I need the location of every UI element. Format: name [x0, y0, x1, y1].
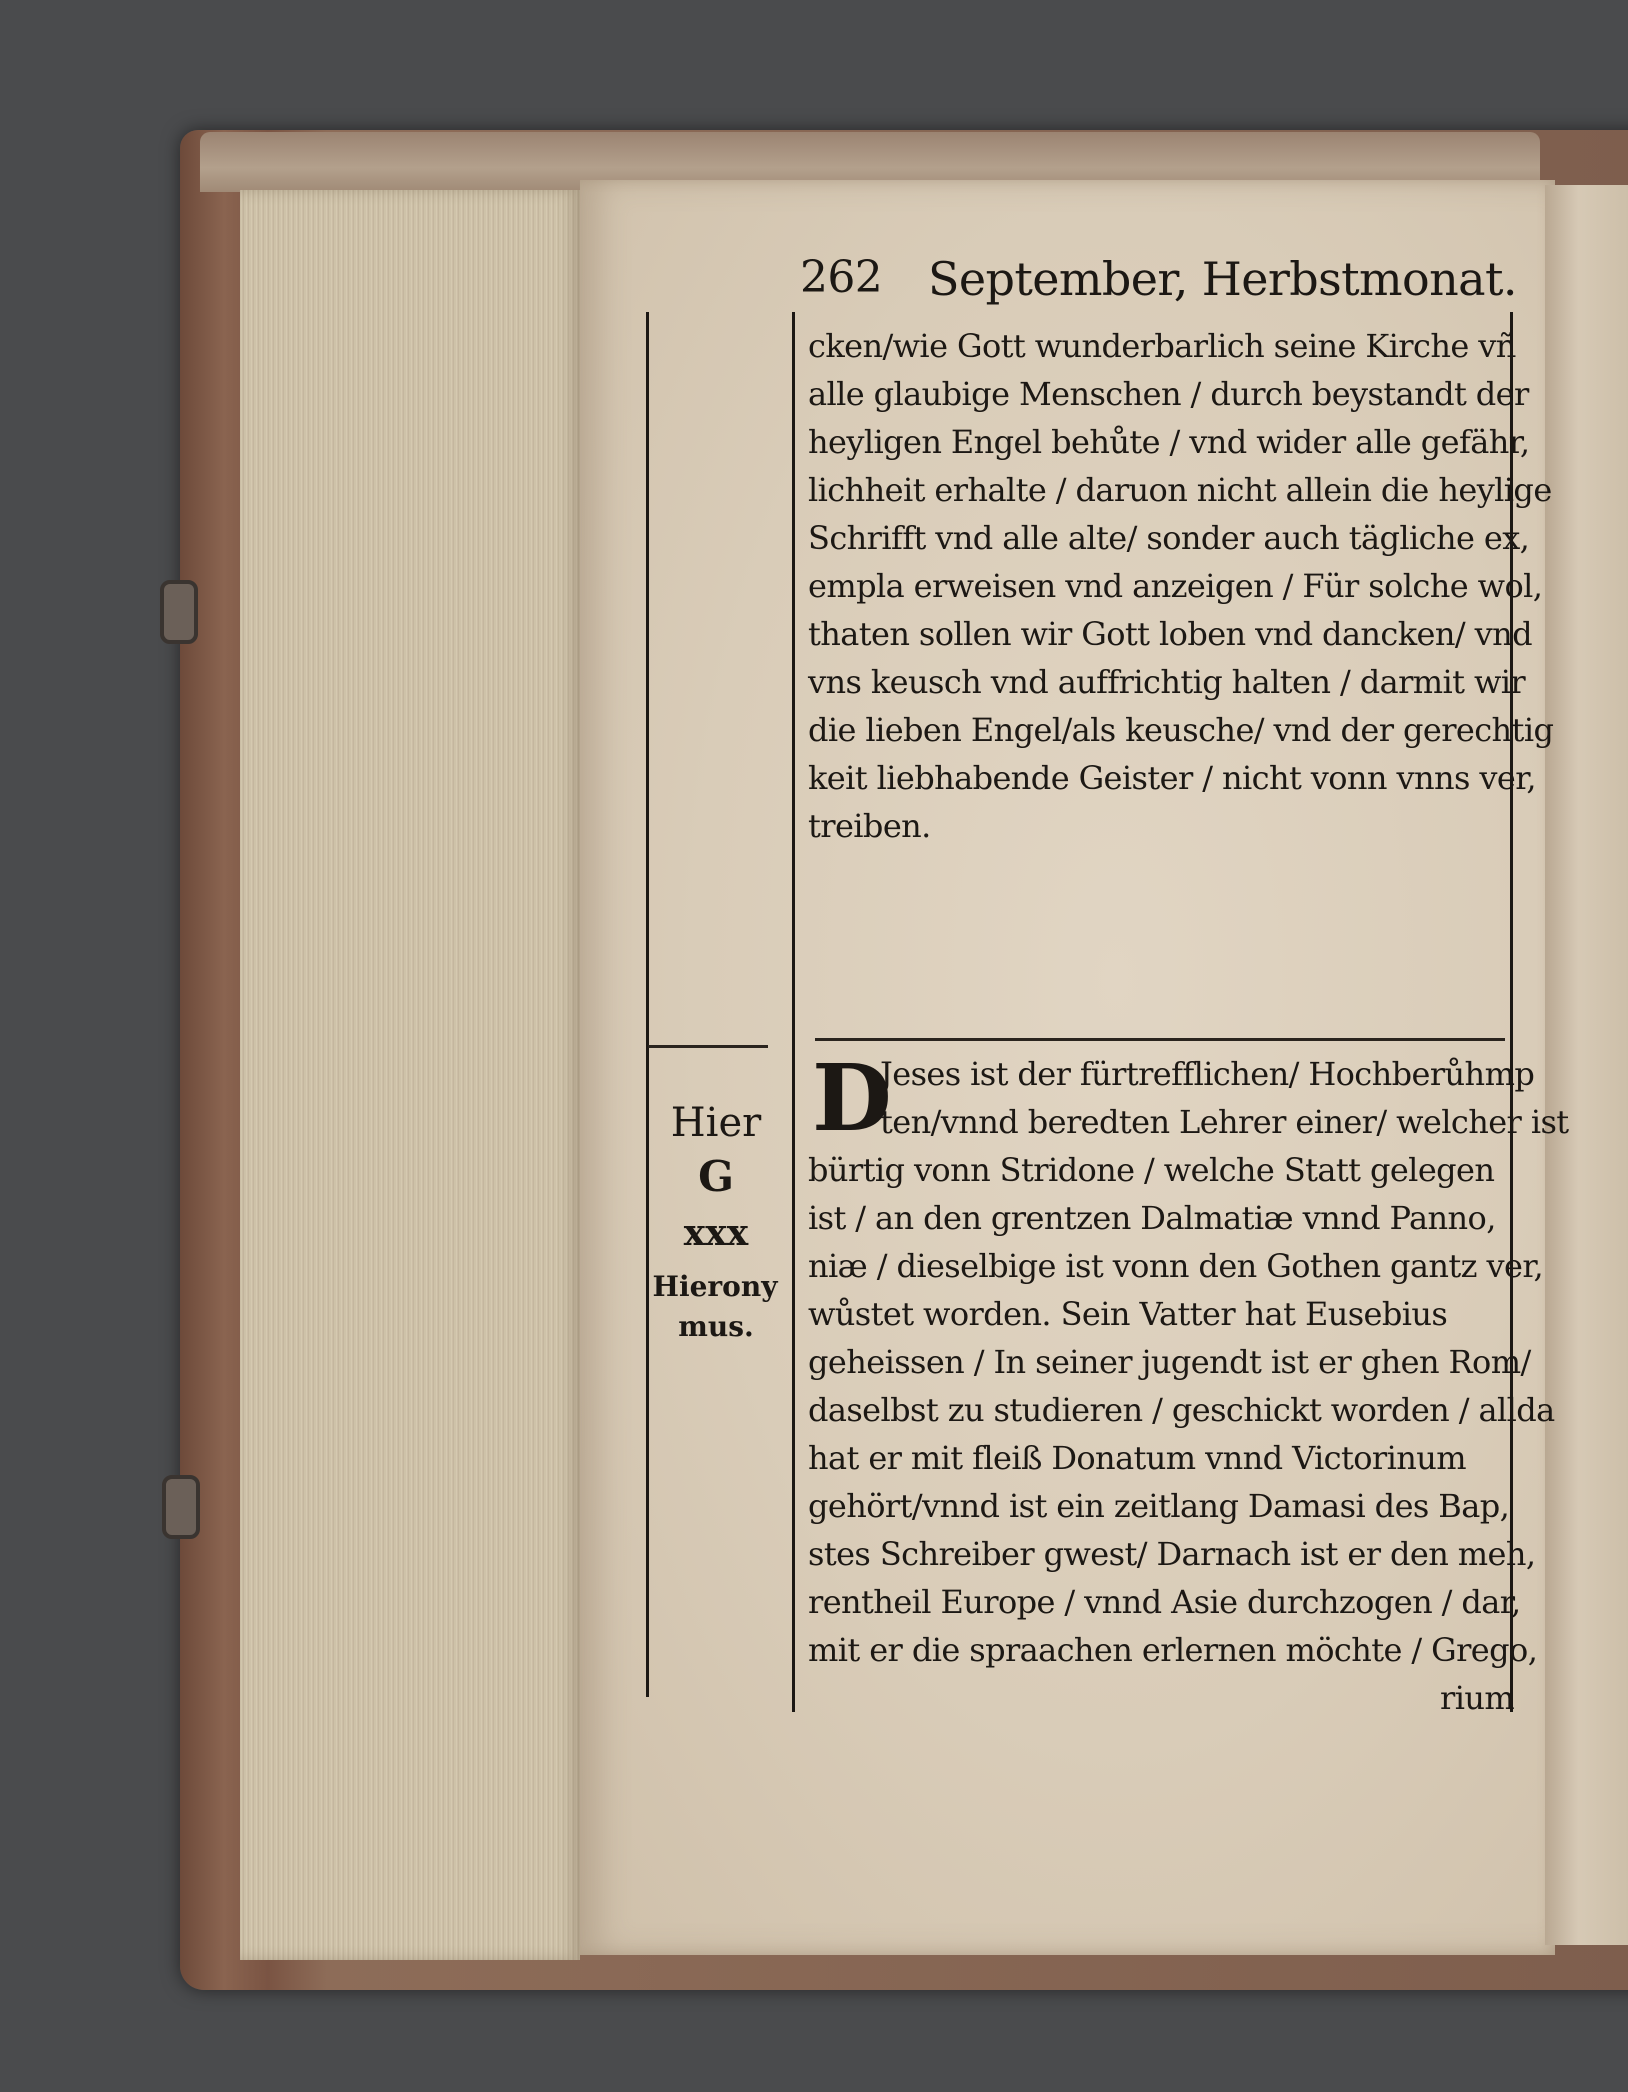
text-line: heyligen Engel behůte / vnd wider alle gefähr, — [808, 423, 1530, 461]
section-divider-text — [815, 1038, 1505, 1041]
text-line: keit liebhabende Geister / nicht vonn vnns ver, — [808, 759, 1536, 797]
text-line: wůstet worden. Sein Vatter hat Eusebius — [808, 1295, 1448, 1333]
section-divider-margin — [648, 1045, 768, 1048]
text-line: ist / an den grentzen Dalmatiæ vnnd Panno, — [808, 1199, 1496, 1237]
margin-dominical-letter: G — [698, 1152, 734, 1201]
text-line: bürtig vonn Stridone / welche Statt gelegen — [808, 1151, 1495, 1189]
clasp-lower-icon — [162, 1475, 200, 1539]
text-line: cken/wie Gott wunderbarlich seine Kirche vñ — [808, 327, 1516, 365]
text-line: ten/vnnd beredten Lehrer einer/ welcher ist — [880, 1103, 1569, 1141]
catchword: rium — [1440, 1679, 1515, 1717]
text-line: geheissen / In seiner jugendt ist er ghen Rom/ — [808, 1343, 1531, 1381]
margin-saint-name-end: mus. — [678, 1310, 754, 1343]
running-title: September, Herbstmonat. — [928, 252, 1517, 306]
page-number: 262 — [800, 252, 883, 303]
text-line: thaten sollen wir Gott loben vnd dancken/ vnd — [808, 615, 1533, 653]
text-line: empla erweisen vnd anzeigen / Für solche wol, — [808, 567, 1543, 605]
text-line: lichheit erhalte / daruon nicht allein die heylige — [808, 471, 1552, 509]
text-line: die lieben Engel/als keusche/ vnd der gerechtig — [808, 711, 1554, 749]
text-line: Jeses ist der fürtrefflichen/ Hochberůhmp — [880, 1055, 1535, 1093]
text-line: niæ / dieselbige ist vonn den Gothen gantz ver, — [808, 1247, 1544, 1285]
text-line: daselbst zu studieren / geschickt worden / allda — [808, 1391, 1555, 1429]
text-line: gehört/vnnd ist ein zeitlang Damasi des Bap, — [808, 1487, 1510, 1525]
text-line: Schrifft vnd alle alte/ sonder auch tägliche ex, — [808, 519, 1530, 557]
text-line: rentheil Europe / vnnd Asie durchzogen / dar, — [808, 1583, 1521, 1621]
page-block-edges — [240, 190, 580, 1960]
recto-page-edge — [1545, 185, 1628, 1945]
text-line: alle glaubige Menschen / durch beystandt der — [808, 375, 1529, 413]
text-line: stes Schreiber gwest/ Darnach ist er den meh, — [808, 1535, 1536, 1573]
text-line: mit er die spraachen erlernen möchte / Grego, — [808, 1631, 1538, 1669]
text-line: treiben. — [808, 807, 931, 845]
margin-rule-right — [792, 312, 795, 1712]
margin-day-number: xxx — [683, 1212, 749, 1254]
text-line: hat er mit fleiß Donatum vnnd Victorinum — [808, 1439, 1467, 1477]
text-line: vns keusch vnd auffrichtig halten / darmit wir — [808, 663, 1526, 701]
margin-rule-left — [646, 312, 649, 1697]
margin-saint-abbrev: Hier — [670, 1100, 762, 1146]
drop-cap: D — [812, 1044, 892, 1152]
margin-saint-name: Hierony — [652, 1270, 778, 1303]
clasp-upper-icon — [160, 580, 198, 644]
